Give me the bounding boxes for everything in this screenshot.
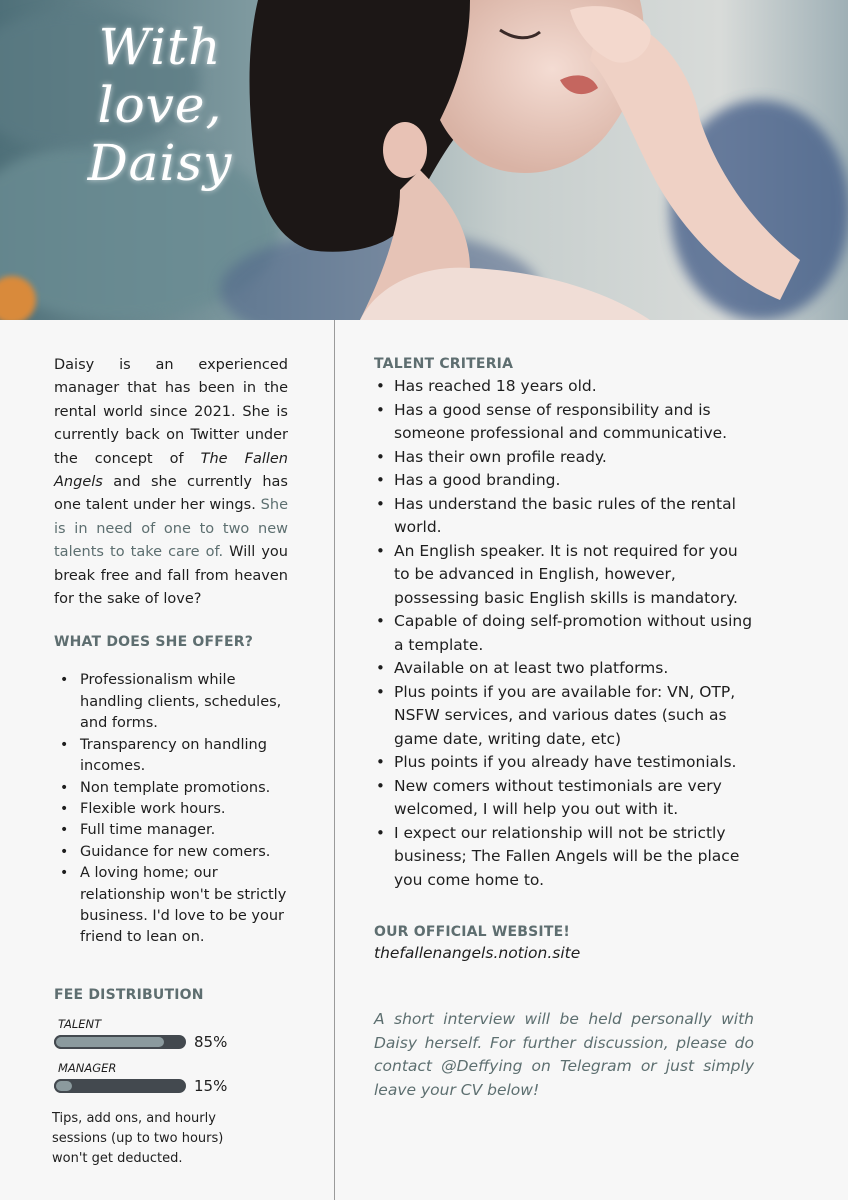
- list-item: • Non template promotions.: [54, 778, 288, 799]
- outro-paragraph: A short interview will be held personally with Daisy herself. For further discussion, please do contact @Deffying on Telegram or just simply leave your CV below!: [374, 1010, 754, 1099]
- list-item: • Flexible work hours.: [54, 799, 288, 820]
- header-title-line1: With love,: [97, 18, 223, 134]
- fee-note: Tips, add ons, and hourly sessions (up to two hours) won't get deducted.: [52, 1110, 224, 1166]
- list-item: • Has a good sense of responsibility and is someone professional and communicative.: [356, 399, 754, 446]
- header-title-line2: Daisy: [87, 134, 233, 192]
- manager-progress-bar: [54, 1079, 186, 1093]
- column-divider: [334, 320, 335, 1200]
- manager-progress-fill: [54, 1079, 74, 1093]
- list-item: • Has a good branding.: [356, 469, 754, 493]
- talent-progress-bar: [54, 1035, 186, 1049]
- list-item: • Transparency on handling incomes.: [54, 735, 288, 778]
- intro-text-3: Will you break free and fall from heaven for the sake of love?: [54, 544, 288, 608]
- fee-heading: FEE DISTRIBUTION: [54, 986, 204, 1003]
- intro-paragraph: [54, 354, 288, 611]
- criteria-heading: TALENT CRITERIA: [374, 356, 514, 372]
- list-item: • Capable of doing self-promotion without using a template.: [356, 610, 754, 657]
- fee-talent-percent: 85%: [194, 1032, 228, 1051]
- list-item: • Has understand the basic rules of the rental world.: [356, 493, 754, 540]
- list-item: • Full time manager.: [54, 820, 288, 841]
- list-item: • Available on at least two platforms.: [356, 657, 754, 681]
- offer-list: [54, 670, 288, 948]
- list-item: • Has their own profile ready.: [356, 446, 754, 470]
- fee-manager-percent: 15%: [194, 1076, 228, 1095]
- website-link[interactable]: thefallenangels.notion.site: [374, 944, 581, 962]
- website-heading: OUR OFFICIAL WEBSITE!: [374, 924, 570, 940]
- intro-text-2: and she currently has one talent under her wings.: [54, 474, 288, 514]
- fee-talent: [54, 1017, 288, 1051]
- list-item: • Guidance for new comers.: [54, 842, 288, 863]
- list-item: • I expect our relationship will not be strictly business; The Fallen Angels will be the place you come home to.: [356, 822, 754, 893]
- offer-heading: WHAT DOES SHE OFFER?: [54, 634, 254, 651]
- intro-accent: She is in need of one to two new talents to take care of.: [54, 497, 288, 561]
- list-item: • An English speaker. It is not required for you to be advanced in English, however, possessing basic English skills is mandatory.: [356, 540, 754, 611]
- criteria-list: [356, 375, 754, 892]
- list-item: • Professionalism while handling clients, schedules, and forms.: [54, 670, 288, 734]
- right-column: [374, 356, 754, 1102]
- intro-text-1: Daisy is an experienced manager that has been in the rental world since 2021. She is currently back on Twitter under the concept of: [54, 357, 288, 467]
- fee-talent-label: TALENT: [58, 1016, 102, 1031]
- header-photo: [0, 0, 848, 320]
- fee-manager: [54, 1061, 288, 1095]
- list-item: • Has reached 18 years old.: [356, 375, 754, 399]
- list-item: • Plus points if you already have testimonials.: [356, 751, 754, 775]
- left-column: [54, 354, 288, 1169]
- fee-manager-label: MANAGER: [58, 1060, 117, 1075]
- intro-emphasis: The Fallen Angels: [54, 450, 288, 491]
- list-item: • A loving home; our relationship won't be strictly business. I'd love to be your friend to lean on.: [54, 863, 288, 949]
- talent-progress-fill: [54, 1035, 166, 1049]
- header-title: [30, 18, 290, 192]
- list-item: • New comers without testimonials are very welcomed, I will help you out with it.: [356, 775, 754, 822]
- list-item: • Plus points if you are available for: VN, OTP, NSFW services, and various dates (such as game date, writing date, etc): [356, 681, 754, 752]
